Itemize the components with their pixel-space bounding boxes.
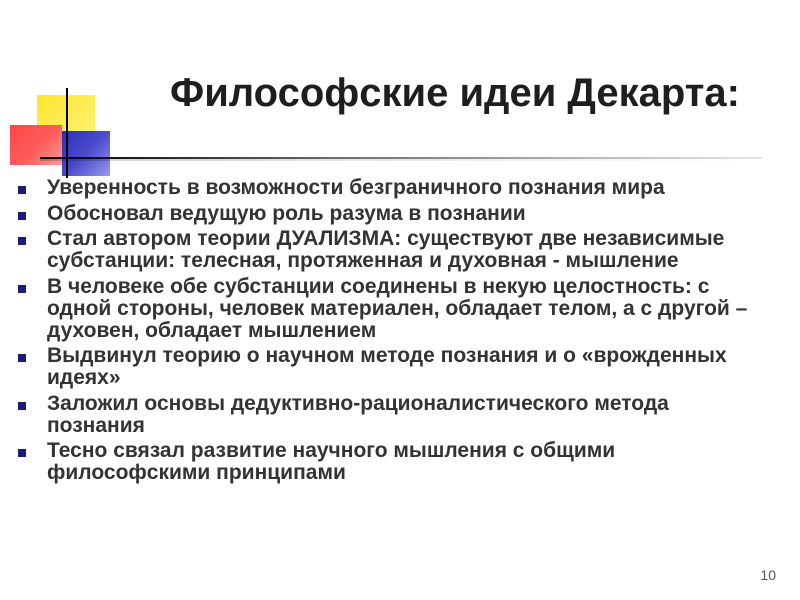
bullet-item	[0, 203, 800, 225]
bullet-text-line: Выдвинул теорию о научном методе познания и о «врожденных	[47, 344, 727, 367]
bullet-text-line: В человеке обе субстанции соединены в некую целостность: с	[47, 274, 710, 298]
bullet-item	[0, 177, 800, 199]
bullet-text-line: Обосновал ведущую роль разума в познании	[47, 201, 526, 225]
bullet-square-icon	[18, 354, 26, 362]
slide-title: Философские идеи Декарта:	[170, 71, 740, 115]
page-number: 10	[760, 567, 776, 583]
title-underline-rule	[40, 157, 762, 159]
bullet-list	[0, 177, 800, 488]
bullet-item	[0, 393, 800, 437]
bullet-square-icon	[18, 212, 26, 220]
bullet-text-line: Уверенность в возможности безграничного познания мира	[47, 176, 665, 199]
bullet-square-icon	[18, 237, 26, 245]
bullet-text-line: одной стороны, человек материален, обладает телом, а с другой –	[47, 296, 748, 320]
bullet-square-icon	[18, 449, 26, 457]
bullet-square-icon	[18, 402, 26, 410]
bullet-text-line: Тесно связал развитие научного мышления с общими	[47, 439, 616, 462]
bullet-text-line: философскими принципами	[47, 461, 346, 484]
bullet-text-line: познания	[47, 413, 145, 437]
blue-square-decoration	[62, 131, 110, 176]
bullet-item	[0, 440, 800, 484]
bullet-text-line: духовен, обладает мышлением	[47, 318, 377, 342]
bullet-square-icon	[18, 285, 26, 293]
bullet-square-icon	[18, 186, 26, 194]
bullet-item	[0, 228, 800, 272]
bullet-item	[0, 345, 800, 389]
bullet-text-line: идеях»	[47, 366, 121, 389]
bullet-text-line: субстанции: телесная, протяженная и духовная - мышление	[47, 249, 679, 272]
vertical-rule-decoration	[66, 88, 68, 178]
bullet-text-line: Стал автором теории ДУАЛИЗМА: существуют две независимые	[47, 227, 725, 250]
bullet-text-line: Заложил основы дедуктивно-рационалистического метода	[47, 391, 669, 415]
bullet-item	[0, 276, 800, 342]
